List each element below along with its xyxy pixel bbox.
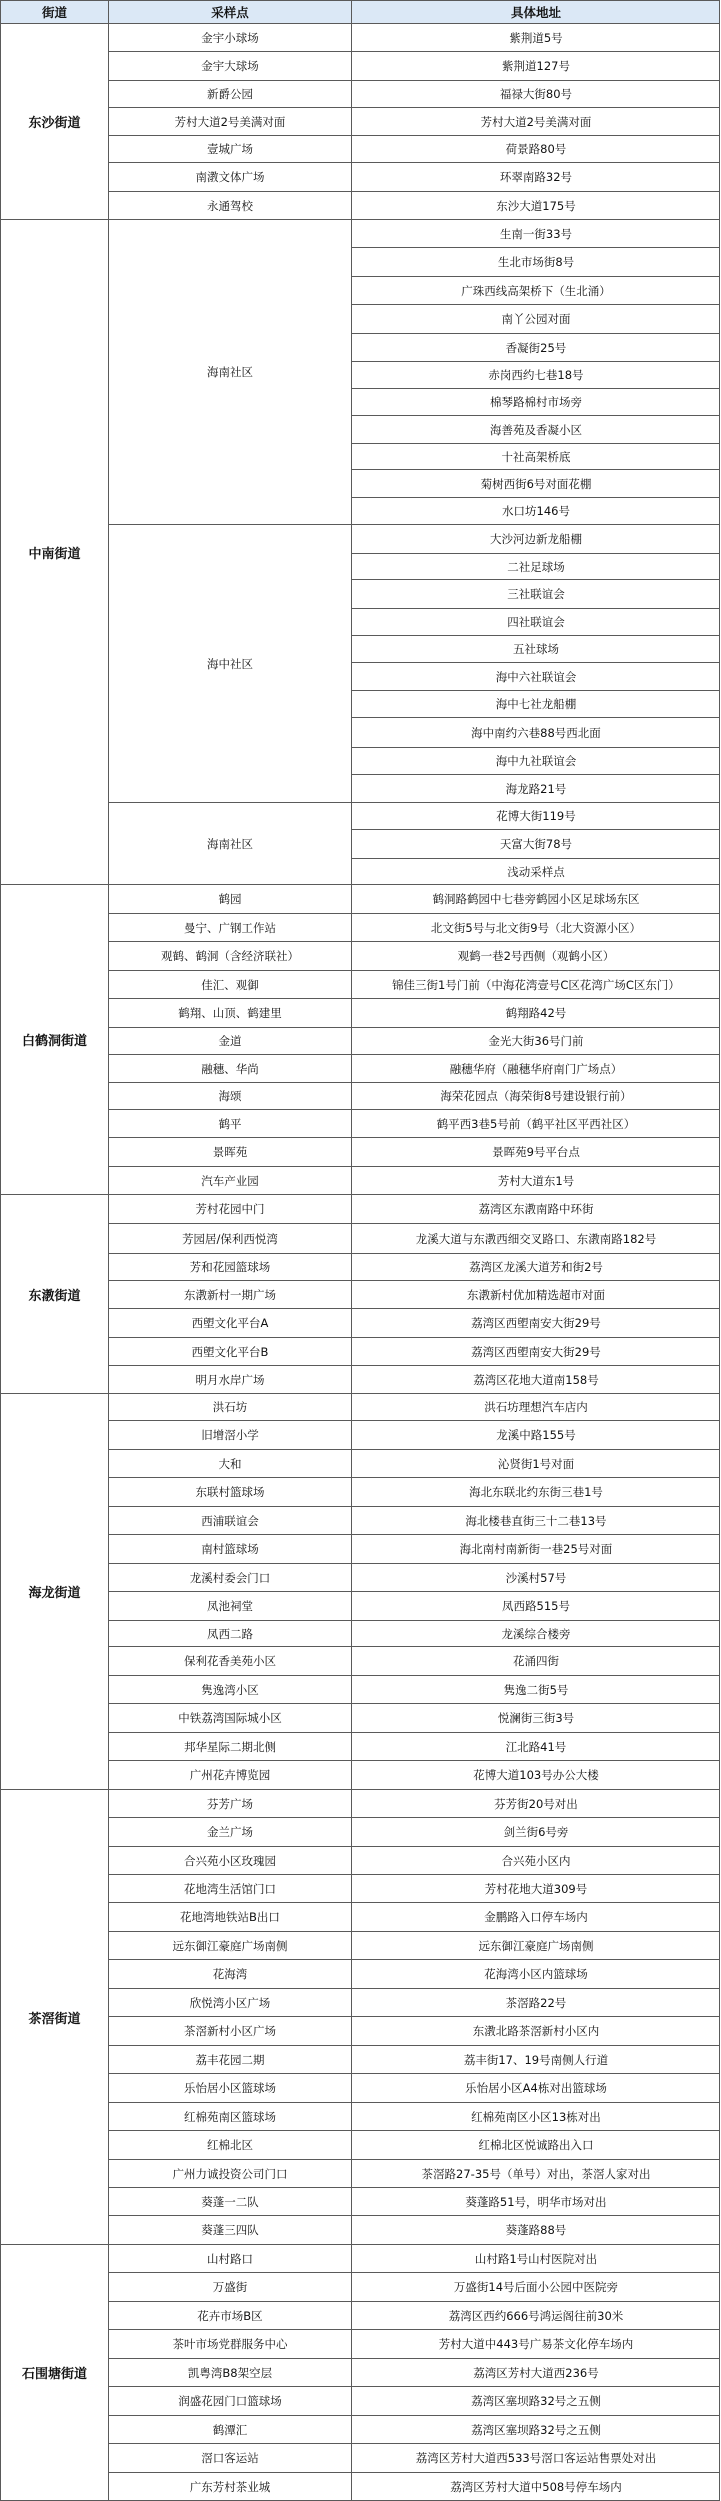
sampling-point-cell: 金道 (108, 1027, 351, 1054)
street-name-cell: 东漖街道 (0, 1194, 108, 1393)
address-cell: 龙溪中路155号 (351, 1420, 720, 1449)
sampling-point-cell: 金宇小球场 (108, 23, 351, 51)
address-cell: 海善苑及香凝小区 (351, 415, 720, 443)
sampling-point-group-cell: 海中社区 (108, 524, 351, 802)
address-cell: 四社联谊会 (351, 608, 720, 635)
sampling-point-cell: 融穗、华尚 (108, 1054, 351, 1082)
address-cell: 北文街5号与北文街9号（北大资源小区） (351, 913, 720, 941)
address-cell: 花博大道103号办公大楼 (351, 1760, 720, 1789)
sampling-point-cell: 芳和花园篮球场 (108, 1253, 351, 1280)
address-cell: 十社高架桥底 (351, 443, 720, 469)
address-cell: 东漖新村优加精选超市对面 (351, 1280, 720, 1308)
sampling-point-cell: 广州花卉博览园 (108, 1760, 351, 1789)
sampling-point-cell: 邦华星际二期北侧 (108, 1732, 351, 1760)
sampling-point-cell: 景晖苑 (108, 1137, 351, 1166)
address-cell: 观鹤一巷2号西侧（观鹤小区） (351, 941, 720, 970)
sampling-point-group-cell: 海南社区 (108, 219, 351, 524)
address-cell: 芳村大道东1号 (351, 1166, 720, 1194)
street-name-cell: 石围塘街道 (0, 2244, 108, 2500)
address-cell: 五社球场 (351, 635, 720, 662)
sampling-point-cell: 永通驾校 (108, 191, 351, 219)
address-cell: 隽逸二街5号 (351, 1675, 720, 1703)
sampling-point-cell: 山村路口 (108, 2244, 351, 2272)
sampling-point-cell: 花卉市场B区 (108, 2301, 351, 2329)
sampling-point-cell: 花海湾 (108, 1959, 351, 1988)
address-cell: 东漖北路茶滘新村小区内 (351, 2016, 720, 2045)
sampling-point-cell: 佳汇、观御 (108, 970, 351, 998)
address-cell: 大沙河边新龙船棚 (351, 524, 720, 553)
address-cell: 荔湾区西塱南安大街29号 (351, 1337, 720, 1365)
address-cell: 赤岗西约七巷18号 (351, 361, 720, 388)
address-cell: 龙溪大道与东漖西细交叉路口、东漖南路182号 (351, 1223, 720, 1253)
sampling-point-cell: 中铁荔湾国际城小区 (108, 1703, 351, 1732)
address-cell: 鹤翔路42号 (351, 998, 720, 1027)
address-cell: 芬芳街20号对出 (351, 1789, 720, 1817)
address-cell: 香凝街25号 (351, 333, 720, 361)
sampling-point-cell: 东联村篮球场 (108, 1477, 351, 1506)
sampling-point-cell: 西塱文化平台A (108, 1308, 351, 1337)
street-name-cell: 茶滘街道 (0, 1789, 108, 2244)
sampling-point-cell: 红棉苑南区篮球场 (108, 2102, 351, 2130)
address-cell: 鹤洞路鹤园中七巷旁鹤园小区足球场东区 (351, 884, 720, 913)
address-cell: 荔湾区龙溪大道芳和街2号 (351, 1253, 720, 1280)
sampling-point-cell: 广州力诚投资公司门口 (108, 2159, 351, 2187)
address-cell: 海中七社龙船棚 (351, 690, 720, 717)
street-name-cell: 白鹤洞街道 (0, 884, 108, 1194)
sampling-point-cell: 鹤园 (108, 884, 351, 913)
sampling-point-cell: 南漖文体广场 (108, 162, 351, 191)
address-cell: 海北楼巷直街三十二巷13号 (351, 1506, 720, 1534)
address-cell: 山村路1号山村医院对出 (351, 2244, 720, 2272)
sampling-point-cell: 芳园居/保利西悦湾 (108, 1223, 351, 1253)
address-cell: 紫荆道127号 (351, 51, 720, 80)
address-cell: 海北南村南新街一巷25号对面 (351, 1534, 720, 1563)
address-cell: 花涌四街 (351, 1646, 720, 1675)
sampling-point-cell: 鹤潭汇 (108, 2415, 351, 2443)
sampling-point-cell: 茶滘新村小区广场 (108, 2016, 351, 2045)
sampling-point-cell: 芬芳广场 (108, 1789, 351, 1817)
sampling-point-cell: 海颂 (108, 1082, 351, 1109)
address-cell: 红棉苑南区小区13栋对出 (351, 2102, 720, 2130)
address-cell: 广珠西线高架桥下（生北涌） (351, 276, 720, 304)
table-border-right (719, 0, 720, 2501)
street-name-cell: 中南街道 (0, 219, 108, 884)
address-cell: 海中九社联谊会 (351, 747, 720, 774)
address-cell: 葵蓬路88号 (351, 2215, 720, 2244)
address-cell: 龙溪综合楼旁 (351, 1620, 720, 1646)
sampling-point-cell: 凯粤湾B8架空层 (108, 2358, 351, 2386)
sampling-point-cell: 东漖新村一期广场 (108, 1280, 351, 1308)
address-cell: 南丫公园对面 (351, 304, 720, 333)
address-cell: 剑兰街6号旁 (351, 1817, 720, 1846)
sampling-point-cell: 汽车产业园 (108, 1166, 351, 1194)
address-cell: 芳村花地大道309号 (351, 1874, 720, 1902)
address-cell: 生北市场街8号 (351, 247, 720, 276)
address-cell: 生南一街33号 (351, 219, 720, 247)
address-cell: 三社联谊会 (351, 579, 720, 608)
address-cell: 海中南约六巷88号西北面 (351, 717, 720, 747)
address-cell: 洪石坊理想汽车店内 (351, 1393, 720, 1420)
address-cell: 合兴苑小区内 (351, 1846, 720, 1874)
address-cell: 荔湾区芳村大道西533号滘口客运站售票处对出 (351, 2443, 720, 2472)
address-cell: 金鹏路入口停车场内 (351, 1902, 720, 1931)
address-cell: 荔湾区塞坝路32号之五侧 (351, 2415, 720, 2443)
sampling-point-cell: 隽逸湾小区 (108, 1675, 351, 1703)
address-cell: 景晖苑9号平台点 (351, 1137, 720, 1166)
address-cell: 芳村大道2号美满对面 (351, 107, 720, 135)
address-cell: 荔湾区塞坝路32号之五侧 (351, 2386, 720, 2415)
address-cell: 荔丰街17、19号南侧人行道 (351, 2045, 720, 2073)
address-cell: 荔湾区西约666号鸿运阁往前30米 (351, 2301, 720, 2329)
address-cell: 金光大街36号门前 (351, 1027, 720, 1054)
address-cell: 乐怡居小区A4栋对出篮球场 (351, 2073, 720, 2102)
sampling-point-cell: 远东御江豪庭广场南侧 (108, 1931, 351, 1959)
address-cell: 红棉北区悦诚路出入口 (351, 2130, 720, 2159)
address-cell: 茶滘路22号 (351, 1988, 720, 2016)
address-cell: 海荣花园点（海荣街8号建设银行前） (351, 1082, 720, 1109)
address-cell: 沙溪村57号 (351, 1563, 720, 1591)
sampling-point-cell: 花地湾地铁站B出口 (108, 1902, 351, 1931)
address-cell: 芳村大道中443号广易茶文化停车场内 (351, 2329, 720, 2358)
address-cell: 二社足球场 (351, 553, 720, 579)
sampling-point-cell: 合兴苑小区玫瑰园 (108, 1846, 351, 1874)
sampling-point-cell: 凤西二路 (108, 1620, 351, 1646)
sampling-point-cell: 南村篮球场 (108, 1534, 351, 1563)
address-cell: 锦佳三街1号门前（中海花湾壹号C区花湾广场C区东门） (351, 970, 720, 998)
sampling-point-cell: 明月水岸广场 (108, 1365, 351, 1393)
sampling-point-cell: 茶叶市场党群服务中心 (108, 2329, 351, 2358)
sampling-point-cell: 保利花香美苑小区 (108, 1646, 351, 1675)
address-cell: 花博大街119号 (351, 802, 720, 829)
sampling-point-cell: 鹤平 (108, 1109, 351, 1137)
sampling-point-cell: 红棉北区 (108, 2130, 351, 2159)
sampling-point-group-cell: 海南社区 (108, 802, 351, 884)
address-cell: 荔湾区东漖南路中环街 (351, 1194, 720, 1223)
address-cell: 悦澜街三街3号 (351, 1703, 720, 1732)
sampling-point-cell: 芳村大道2号美满对面 (108, 107, 351, 135)
sampling-point-cell: 洪石坊 (108, 1393, 351, 1420)
address-cell: 荔湾区西塱南安大街29号 (351, 1308, 720, 1337)
address-cell: 海中六社联谊会 (351, 662, 720, 690)
address-cell: 鹤平西3巷5号前（鹤平社区平西社区） (351, 1109, 720, 1137)
sampling-point-cell: 乐怡居小区篮球场 (108, 2073, 351, 2102)
sampling-point-cell: 观鹤、鹤洞（含经济联社） (108, 941, 351, 970)
address-cell: 天富大街78号 (351, 829, 720, 858)
sampling-point-cell: 荔丰花园二期 (108, 2045, 351, 2073)
sampling-point-cell: 滘口客运站 (108, 2443, 351, 2472)
sampling-point-cell: 旧增滘小学 (108, 1420, 351, 1449)
sampling-point-cell: 润盛花园门口篮球场 (108, 2386, 351, 2415)
sampling-point-cell: 壹城广场 (108, 135, 351, 162)
address-cell: 棉琴路棉村市场旁 (351, 388, 720, 415)
sampling-point-cell: 广东芳村茶业城 (108, 2472, 351, 2500)
sampling-point-cell: 花地湾生活馆门口 (108, 1874, 351, 1902)
sampling-point-cell: 新爵公园 (108, 80, 351, 107)
address-cell: 凤西路515号 (351, 1591, 720, 1620)
sampling-point-cell: 芳村花园中门 (108, 1194, 351, 1223)
address-cell: 环翠南路32号 (351, 162, 720, 191)
address-cell: 东沙大道175号 (351, 191, 720, 219)
sampling-point-cell: 欣悦湾小区广场 (108, 1988, 351, 2016)
address-cell: 水口坊146号 (351, 497, 720, 524)
address-cell: 荷景路80号 (351, 135, 720, 162)
header-street: 街道 (0, 0, 108, 23)
address-cell: 万盛街14号后面小公园中医院旁 (351, 2272, 720, 2301)
address-cell: 融穗华府（融穗华府南门广场点） (351, 1054, 720, 1082)
address-cell: 茶滘路27-35号（单号）对出，茶滘人家对出 (351, 2159, 720, 2187)
sampling-point-cell: 龙溪村委会门口 (108, 1563, 351, 1591)
address-cell: 葵蓬路51号，明华市场对出 (351, 2187, 720, 2215)
sampling-point-cell: 葵蓬一二队 (108, 2187, 351, 2215)
sampling-point-cell: 西塱文化平台B (108, 1337, 351, 1365)
sampling-point-cell: 葵蓬三四队 (108, 2215, 351, 2244)
sampling-point-cell: 鹤翔、山顶、鹤建里 (108, 998, 351, 1027)
street-name-cell: 海龙街道 (0, 1393, 108, 1789)
address-cell: 江北路41号 (351, 1732, 720, 1760)
address-cell: 沁贤街1号对面 (351, 1449, 720, 1477)
street-name-cell: 东沙街道 (0, 23, 108, 219)
address-cell: 紫荆道5号 (351, 23, 720, 51)
address-cell: 海北东联北约东街三巷1号 (351, 1477, 720, 1506)
sampling-point-cell: 西浦联谊会 (108, 1506, 351, 1534)
sampling-point-cell: 金宇大球场 (108, 51, 351, 80)
address-cell: 荔湾区芳村大道西236号 (351, 2358, 720, 2386)
sampling-point-cell: 金兰广场 (108, 1817, 351, 1846)
address-cell: 福禄大街80号 (351, 80, 720, 107)
address-cell: 海龙路21号 (351, 774, 720, 802)
sampling-point-cell: 曼宁、广钢工作站 (108, 913, 351, 941)
header-sampling-point: 采样点 (108, 0, 351, 23)
sampling-point-cell: 大和 (108, 1449, 351, 1477)
address-cell: 荔湾区芳村大道中508号停车场内 (351, 2472, 720, 2500)
header-address: 具体地址 (351, 0, 720, 23)
address-cell: 花海湾小区内篮球场 (351, 1959, 720, 1988)
address-cell: 菊树西街6号对面花棚 (351, 469, 720, 497)
address-cell: 远东御江豪庭广场南侧 (351, 1931, 720, 1959)
address-cell: 荔湾区花地大道南158号 (351, 1365, 720, 1393)
address-cell: 浅动采样点 (351, 858, 720, 884)
sampling-point-cell: 万盛街 (108, 2272, 351, 2301)
sampling-point-cell: 凤池祠堂 (108, 1591, 351, 1620)
